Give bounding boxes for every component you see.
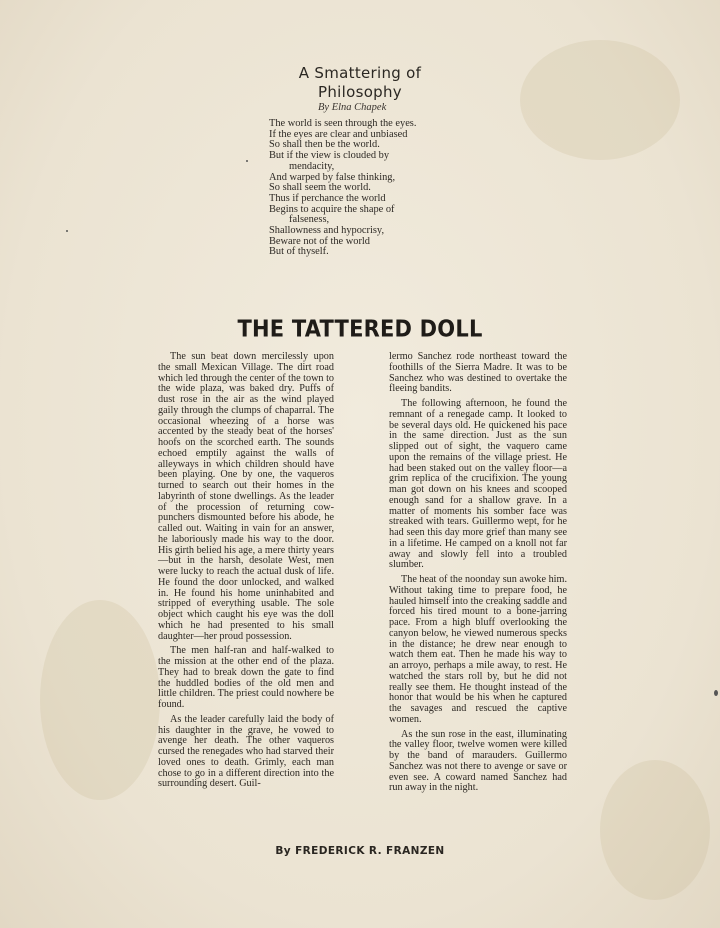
- poem-line: Shallowness and hypocrisy,: [269, 225, 385, 237]
- poem-line: But of thyself.: [269, 246, 329, 258]
- poem-line: So shall seem the world.: [269, 182, 371, 194]
- poem-title: [0, 64, 720, 102]
- story-title: THE TATTERED DOLL: [237, 316, 483, 342]
- story-right-column: [389, 352, 567, 798]
- poem-line: mendacity,: [289, 160, 335, 172]
- poem-body: [269, 119, 469, 258]
- poem-line: So shall then be the world.: [269, 139, 380, 151]
- paper-speck: [246, 160, 248, 162]
- story-paragraph: lermo Sanchez rode northeast toward the foothills of the Sierra Madre. It was to be Sanchez who was destined to overtake the fleeing bandits.: [389, 351, 567, 395]
- poem-line: But if the view is clouded by: [269, 150, 390, 162]
- poem-line: Begins to acquire the shape of: [269, 203, 395, 215]
- paper-speck: [66, 230, 68, 232]
- story-paragraph: As the sun rose in the east, illuminating the valley floor, twelve women were killed by the band of marauders. Guillermo Sanchez was not there to avenge or save or even see. A coward named Sanchez had run away in the night.: [389, 728, 567, 794]
- story-paragraph: As the leader carefully laid the body of his daughter in the grave, he vowed to avenge her death. The other vaqueros cursed the renegades who had starved their loved ones to death. Grimly, each man chose to go in a different direction into the surrounding desert. Guil-: [158, 713, 334, 790]
- poem-line: If the eyes are clear and unbiased: [269, 128, 408, 140]
- poem-title-line: Philosophy: [318, 83, 402, 101]
- paper-stain: [600, 760, 710, 900]
- poem-line: falseness,: [289, 214, 330, 226]
- story-paragraph: The heat of the noonday sun awoke him. Without taking time to prepare food, he hauled himself into the creaking saddle and forced his tired mount to a bone-jarring pace. From a high bluff overlooking the canyon below, he viewed numerous specks in the distance; he drew near enough to watch them eat. Then he made his way to an arroyo, perhaps a mile away, to rest. He watched the stars roll by, but he did not really see them. He thought instead of the honor that would be his when he captured the savages and rescued the captive women.: [389, 574, 567, 725]
- poem-line: The world is seen through the eyes.: [269, 118, 417, 129]
- poem-line: Thus if perchance the world: [269, 192, 386, 204]
- story-left-column: [158, 352, 334, 794]
- paper-stain: [40, 600, 160, 800]
- poem-line: And warped by false thinking,: [269, 171, 396, 183]
- story-paragraph: The following afternoon, he found the remnant of a renegade camp. It looked to be several days old. He quickened his pace in the same direction. Just as the sun slipped out of sight, the vaquero came upon the remains of the village priest. He had been staked out on the valley floor—a grim replica of the crucifixion. The young man got down on his knees and scooped enough sand for a shallow grave. In a matter of moments his somber face was streaked with tears. Guillermo wept, for he had seen this day more grief than many see in a lifetime. He camped on a knoll not far away and slowly fell into a troubled slumber.: [389, 398, 567, 571]
- poem-title-line: A Smattering of: [298, 64, 422, 82]
- story-paragraph: The sun beat down mercilessly upon the small Mexican Village. The dirt road which led through the center of the town to the wide plaza, was baked dry. Puffs of dust rose in the air as the wind played gaily through the clumps of chaparral. The occasional wheezing of a horse was accented by the steady beat of the horses' hoofs on the scorched earth. The sounds echoed emptily against the walls of alleyways in which children should have been playing. One by one, the vaqueros turned to search out their homes in the labyrinth of stone dwellings. As the leader of the procession of returning cow-punchers dismounted before his abode, he called out. Waiting in vain for an answer, he laboriously made his way to the door. His girth belied his age, a mere thirty years—but in the harsh, desolate West, men were lucky to reach the actual dusk of life. He found the door unlocked, and walked in. He found his home uninhabited and stripped of everything usable. The sole object which caught his eye was the doll which he had presented to his small daughter—her proud possession.: [158, 351, 334, 642]
- poem-line: Beware not of the world: [269, 235, 370, 247]
- paper-speck: [714, 690, 718, 696]
- story-byline: By FREDERICK R. FRANZEN: [275, 845, 445, 857]
- poem-byline: By Elna Chapek: [318, 102, 387, 113]
- story-paragraph: The men half-ran and half-walked to the mission at the other end of the plaza. They had to break down the gate to find the huddled bodies of the old men and little children. The priest could nowhere be found.: [158, 645, 334, 710]
